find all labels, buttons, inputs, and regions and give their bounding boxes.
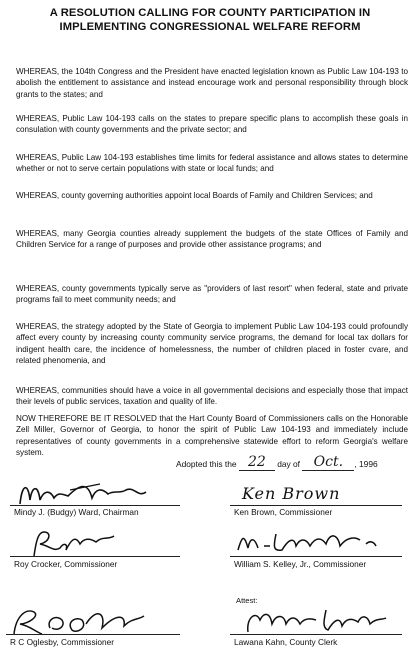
adopted-prefix: Adopted this the	[176, 459, 237, 469]
signatory-name-ward: Mindy J. (Budgy) Ward, Chairman	[14, 507, 139, 517]
signature-block-crocker	[10, 524, 190, 570]
whereas-paragraph-2: WHEREAS, Public Law 104-193 calls on the states to prepare specific plans to accomplish these goals in consulation with county governments and the private sector; and	[16, 114, 408, 135]
signature-block-kelley	[230, 524, 410, 570]
adopted-year: , 1996	[354, 459, 378, 469]
handwritten-signature-oglesby	[6, 598, 186, 638]
whereas-paragraph-8: WHEREAS, communities should have a voice in all governmental decisions and especially those that impact their levels of public services, taxation and quality of life.	[16, 386, 408, 407]
adopted-day: 22	[247, 454, 266, 470]
signatory-name-crocker: Roy Crocker, Commissioner	[14, 559, 118, 569]
handwritten-signature-kahn	[230, 596, 410, 636]
handwritten-signature-crocker	[10, 524, 190, 558]
signatory-name-kahn: Lawana Kahn, County Clerk	[234, 637, 338, 647]
signature-block-ward	[10, 478, 190, 518]
document-title	[10, 6, 410, 34]
signatory-name-oglesby: R C Oglesby, Commissioner	[10, 637, 115, 647]
signature-block-brown	[230, 478, 410, 518]
title-line-2: IMPLEMENTING CONGRESSIONAL WELFARE REFORM	[59, 21, 361, 33]
title-line-1: A RESOLUTION CALLING FOR COUNTY PARTICIPATION IN	[49, 7, 371, 19]
whereas-paragraph-4: WHEREAS, county governing authorities appoint local Boards of Family and Children Services; and	[16, 191, 373, 200]
signature-block-oglesby	[6, 598, 186, 650]
whereas-paragraph-3: WHEREAS, Public Law 104-193 establishes time limits for federal assistance and allows states to determine whether or not to serve certain populations with state or local funds; and	[16, 153, 408, 174]
whereas-paragraph-5: WHEREAS, many Georgia counties already supplement the budgets of the state Offices of Family and Children Service for a range of purposes and provide other assistance programs; and	[16, 229, 408, 250]
attest-label: Attest:	[236, 596, 258, 605]
whereas-paragraph-7: WHEREAS, the strategy adopted by the State of Georgia to implement Public Law 104-193 could profoundly affect every county by increasing county community service programs, the demand for local tax dollars for indigent health care, the incidence of homelessness, the number of children placed in foster cvare, and related phenomenia, and	[16, 322, 408, 365]
signatory-name-kelley: William S. Kelley, Jr., Commissioner	[234, 559, 367, 569]
adopted-month-field	[302, 454, 354, 471]
adopted-day-field	[239, 454, 275, 471]
adopted-month: Oct.	[313, 454, 344, 470]
handwritten-signature-kelley	[230, 524, 410, 558]
whereas-paragraph-1: WHEREAS, the 104th Congress and the President have enacted legislation known as Public Law 104-193 to abolish the entitlement to assistance and instead encourage work and personal responsibility through block grants to the states; and	[16, 67, 408, 99]
handwritten-signature-ward	[10, 478, 190, 508]
signatory-name-brown: Ken Brown, Commissioner	[234, 507, 333, 517]
whereas-paragraph-6: WHEREAS, county governments typically serve as "providers of last resort" when federal, state and private programs fail to meet community needs; and	[16, 284, 408, 305]
adoption-line	[176, 454, 412, 471]
signature-block-kahn	[230, 596, 410, 650]
handwritten-signature-brown: Ken Brown	[242, 484, 341, 503]
adopted-day-of: day of	[277, 459, 301, 469]
resolved-paragraph: NOW THEREFORE BE IT RESOLVED that the Hart County Board of Commissioners calls on the Honorable Zell Miller, Governor of Georgia, to honor the spirit of Public Law 104-193 and immediately include representatives of county governments in a comprehensive statewide effort to reform Georgia's welfare system.	[16, 414, 408, 457]
